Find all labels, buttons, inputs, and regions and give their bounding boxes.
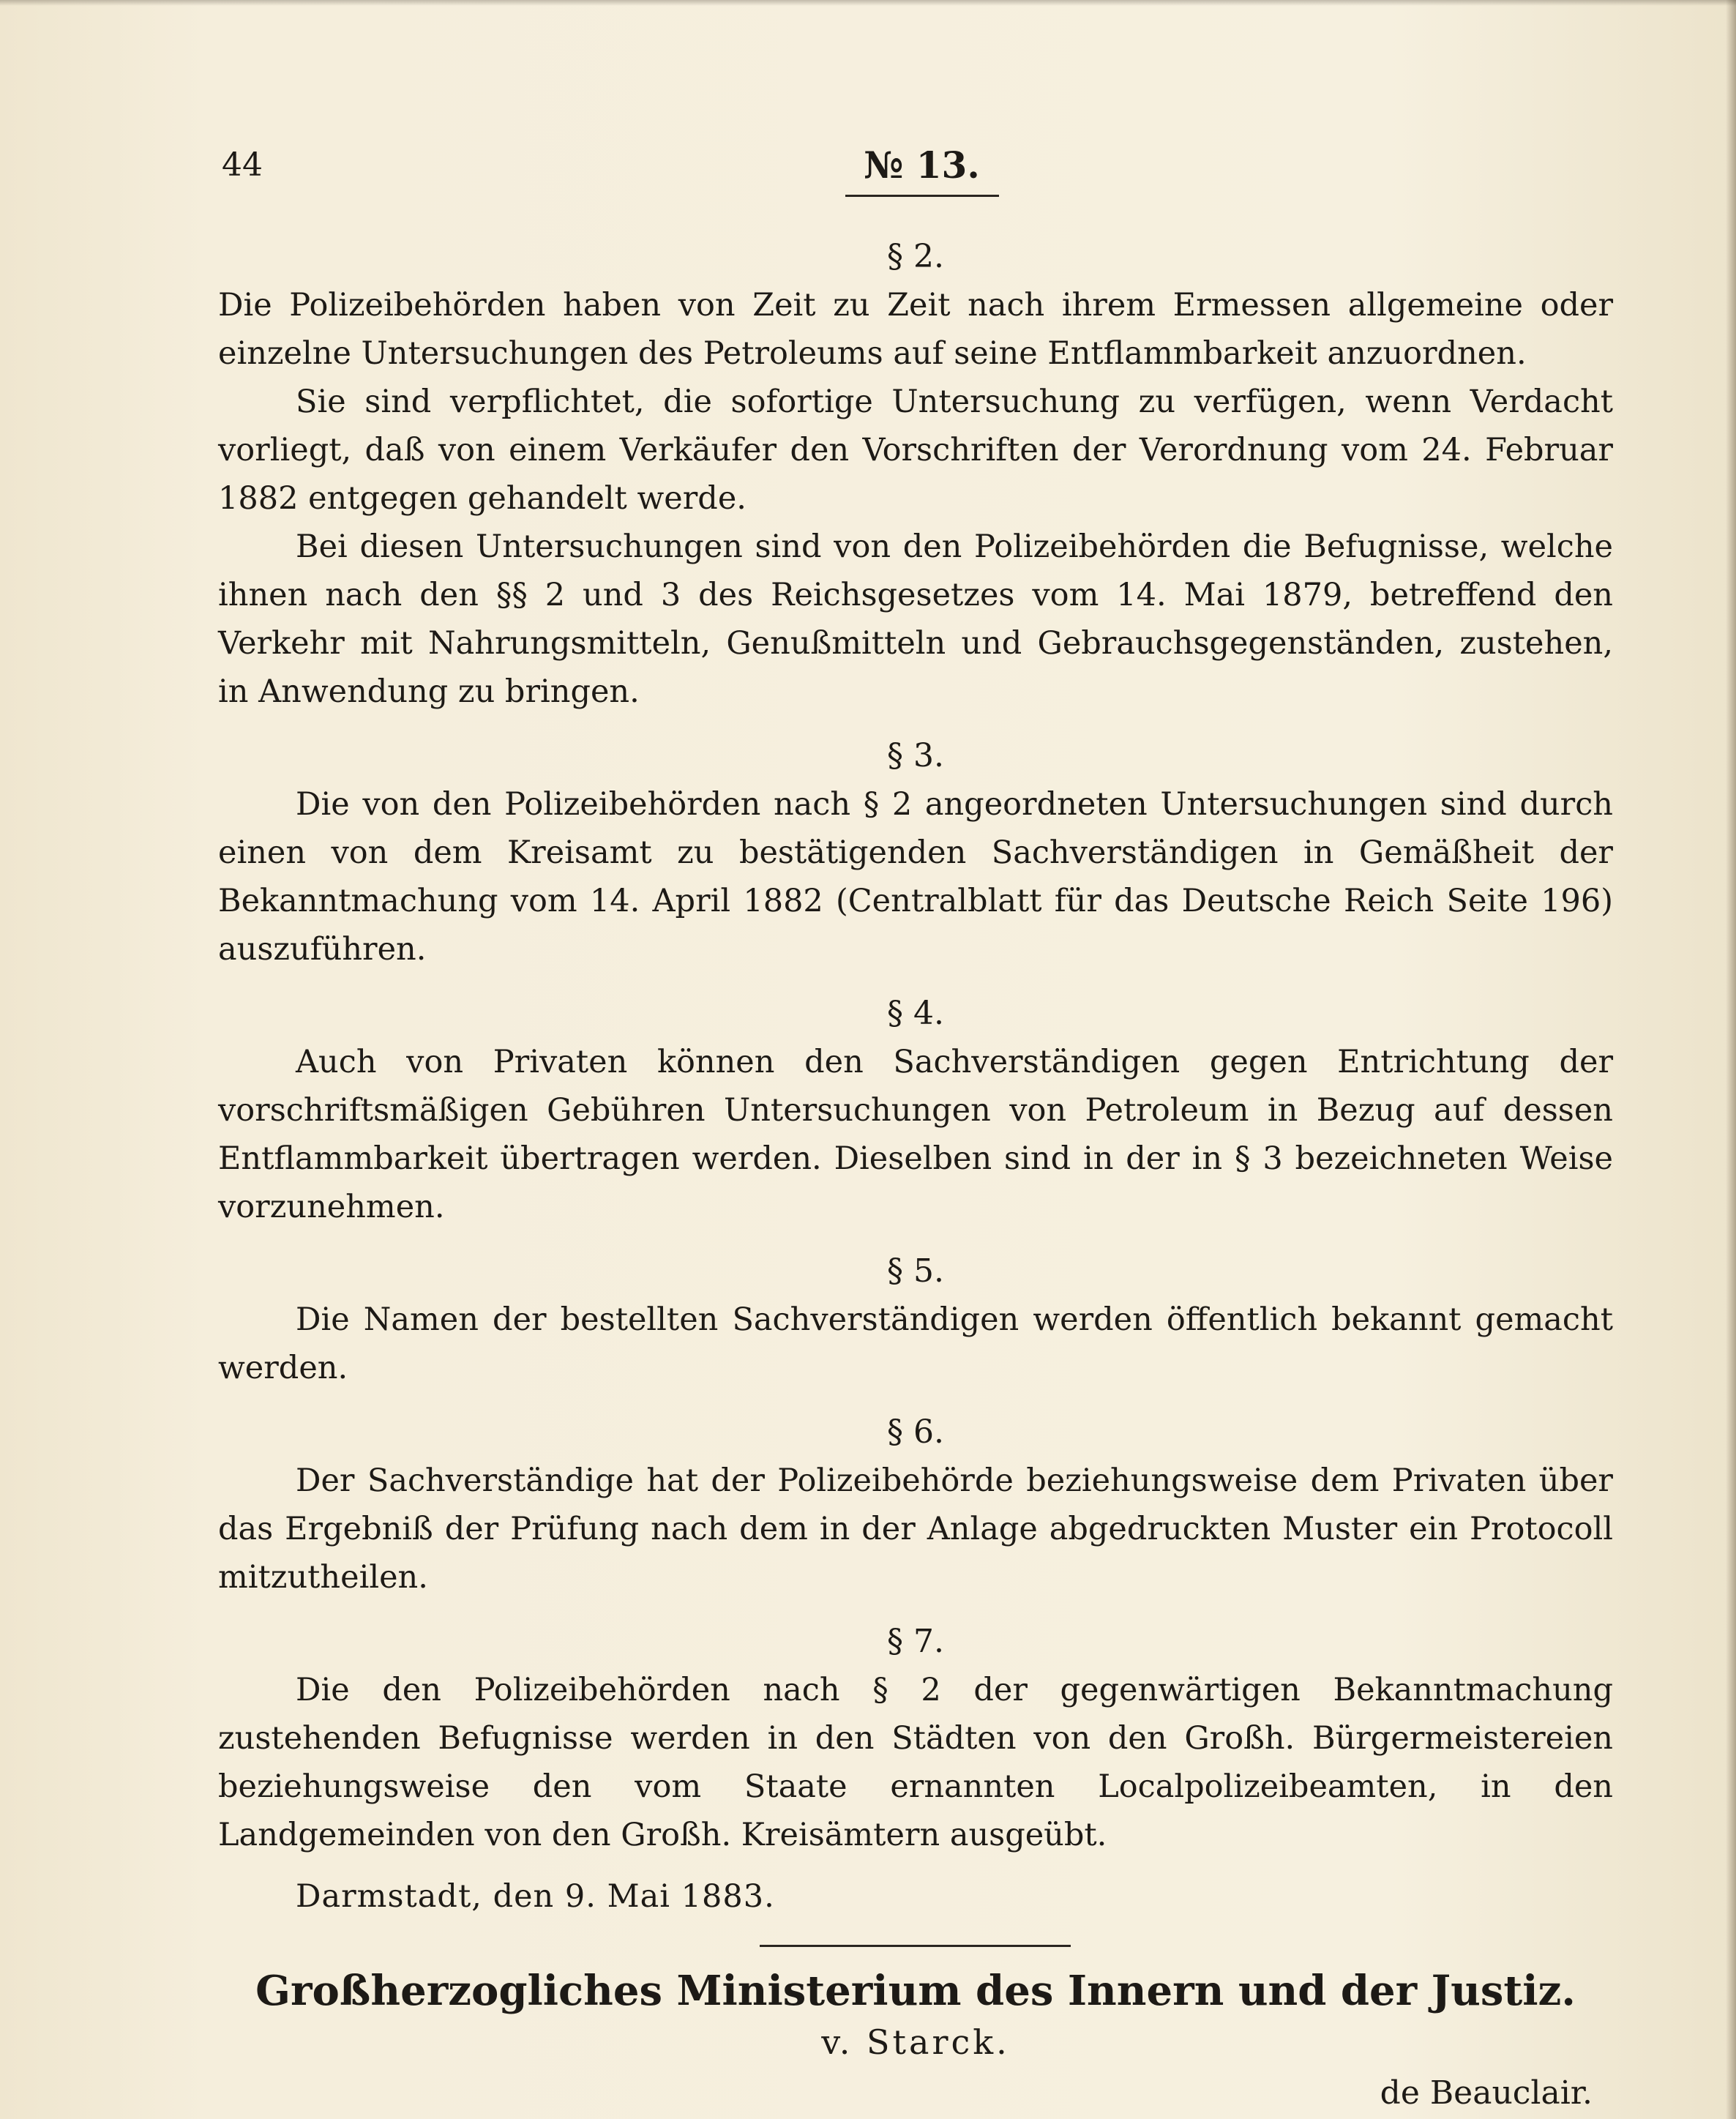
section-gap bbox=[218, 973, 1613, 990]
document-body bbox=[218, 233, 1613, 2115]
section-4-paragraph-1: Auch von Privaten können den Sachverständigen gegen Entrichtung der vorschriftsmäßigen Gebühren Untersuchungen von Petroleum in Bezug auf dessen Entflammbarkeit übertragen werden. Dieselben sind in der in § 3 bezeichneten Weise vorzunehmen. bbox=[218, 1044, 1613, 1225]
section-4 bbox=[218, 990, 1613, 1231]
section-heading: § 5. bbox=[887, 1252, 944, 1290]
section-6-paragraph-1: Der Sachverständige hat der Polizeibehörde beziehungsweise dem Privaten über das Ergebniß der Prüfung nach dem in der Anlage abgedruckten Muster ein Protocoll mitzutheilen. bbox=[218, 1462, 1613, 1596]
issue-number: № 13. bbox=[864, 143, 980, 187]
section-heading: § 6. bbox=[887, 1413, 944, 1451]
section-gap bbox=[218, 1602, 1613, 1618]
section-3 bbox=[218, 732, 1613, 973]
section-heading: § 3. bbox=[887, 737, 944, 774]
ministry-title: Großherzogliches Ministerium des Innern und der Justiz. bbox=[255, 1967, 1576, 2015]
section-2-paragraph-1: Die Polizeibehörden haben von Zeit zu Zeit nach ihrem Ermessen allgemeine oder einzelne Untersuchungen des Petroleums auf seine Entflammbarkeit anzuordnen. bbox=[218, 287, 1613, 372]
footer-rule bbox=[760, 1945, 1071, 1947]
section-heading: § 7. bbox=[887, 1623, 944, 1660]
signature-starck: v. Starck. bbox=[821, 2022, 1010, 2062]
section-2-paragraph-3: Bei diesen Untersuchungen sind von den Polizeibehörden die Befugnisse, welche ihnen nach den §§ 2 und 3 des Reichsgesetzes vom 14. Mai 1879, betreffend den Verkehr mit Nahrungsmitteln, Genußmitteln und Gebrauchsgegenständen, zustehen, in Anwendung zu bringen. bbox=[218, 528, 1613, 710]
signature-beauclair: de Beauclair. bbox=[1380, 2074, 1593, 2112]
section-heading: § 4. bbox=[887, 995, 944, 1032]
place-and-date: Darmstadt, den 9. Mai 1883. bbox=[296, 1878, 775, 1915]
top-edge-shadow bbox=[0, 0, 1736, 6]
section-5 bbox=[218, 1247, 1613, 1392]
section-heading: § 2. bbox=[887, 238, 944, 275]
section-2-paragraph-2: Sie sind verpflichtet, die sofortige Untersuchung zu verfügen, wenn Verdacht vorliegt, daß von einem Verkäufer den Vorschriften der Verordnung vom 24. Februar 1882 entgegen gehandelt werde. bbox=[218, 384, 1613, 517]
section-3-paragraph-1: Die von den Polizeibehörden nach § 2 angeordneten Untersuchungen sind durch einen von dem Kreisamt zu bestätigenden Sachverständigen in Gemäßheit der Bekanntmachung vom 14. April 1882 (Centralblatt für das Deutsche Reich Seite 196) auszuführen. bbox=[218, 786, 1613, 968]
section-gap bbox=[218, 716, 1613, 732]
section-7 bbox=[218, 1618, 1613, 1859]
right-edge-shadow bbox=[1726, 0, 1736, 2119]
section-gap bbox=[218, 1392, 1613, 1408]
section-7-paragraph-1: Die den Polizeibehörden nach § 2 der gegenwärtigen Bekanntmachung zustehenden Befugnisse werden in den Städten von den Großh. Bürgermeistereien beziehungsweise den vom Staate ernannten Localpolizeibeamten, in den Landgemeinden von den Großh. Kreisämtern ausgeübt. bbox=[218, 1672, 1613, 1853]
section-6 bbox=[218, 1408, 1613, 1602]
section-5-paragraph-1: Die Namen der bestellten Sachverständigen werden öffentlich bekannt gemacht werden. bbox=[218, 1301, 1613, 1386]
section-2 bbox=[218, 233, 1613, 716]
header-rule bbox=[845, 195, 999, 197]
page-number: 44 bbox=[222, 146, 263, 184]
section-gap bbox=[218, 1231, 1613, 1247]
